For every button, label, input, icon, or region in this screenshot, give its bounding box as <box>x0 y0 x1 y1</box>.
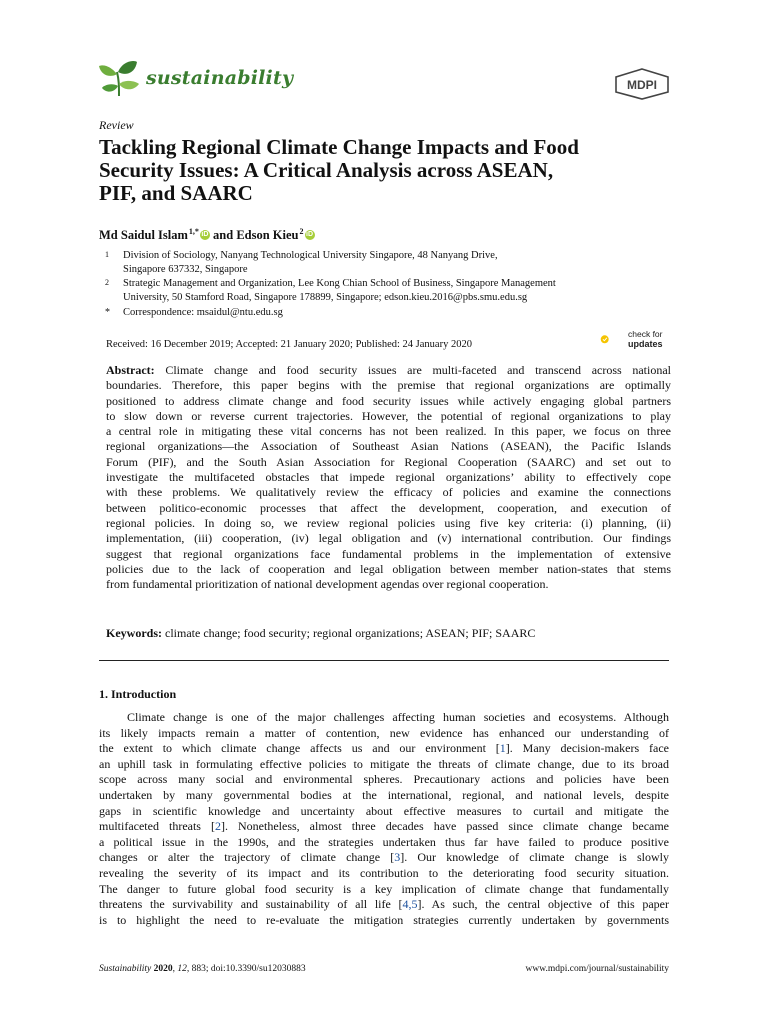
intro-line <box>99 726 669 742</box>
footer-year: 2020 <box>153 964 173 974</box>
affiliation <box>123 277 683 304</box>
check-for-updates-label[interactable] <box>628 329 663 349</box>
intro-text: ]. As such, the central objective of this paper <box>417 897 669 912</box>
abstract-line: boundaries. Therefore, this paper begins with the premise that regional organizations are optimally <box>106 378 671 393</box>
intro-text: gaps in scientific knowledge and uncertainty about effective measures to curtail and mitigate the <box>99 803 669 818</box>
intro-text: a political issue in the 1990s, and the strategies undertaken thus far have failed to produce positive <box>99 834 669 849</box>
abstract-line <box>106 363 671 378</box>
author-name[interactable]: Md Saidul Islam <box>99 228 188 243</box>
article-title <box>99 136 689 205</box>
intro-line <box>99 741 669 757</box>
abstract <box>106 363 671 592</box>
title-line: Tackling Regional Climate Change Impacts and Food <box>99 135 579 159</box>
abstract-label: Abstract: <box>106 363 155 377</box>
keywords-label: Keywords: <box>106 626 162 640</box>
intro-text: undertaken by many governmental bodies at the international, regional, and national levels, despite <box>99 787 669 802</box>
abstract-line: implementation, (iii) cooperation, (iv) legal obligation and (v) international contribution. Our findings <box>106 531 671 546</box>
intro-text: changes or alter the trajectory of climate change [ <box>99 850 395 865</box>
abstract-line: regional organizations—the Association of Southeast Asian Nations (ASEAN), the Pacific Islands <box>106 439 671 454</box>
intro-text: ]. Many decision-makers face <box>505 741 669 756</box>
author-affiliation-sup: 1,* <box>188 227 199 236</box>
intro-line <box>99 897 669 913</box>
section-divider <box>99 660 669 661</box>
abstract-line: Forum (PIF), and the South Asian Association for Regional Cooperation (SAARC) and set out to <box>106 454 671 469</box>
abstract-line: investigate the multifaceted obstacles that impede regional organizations’ ability to effectively cope <box>106 470 671 485</box>
affiliation <box>123 249 683 276</box>
orcid-icon[interactable]: iD <box>306 231 314 239</box>
intro-text: Climate change is one of the major challenges affecting human societies and ecosystems. Although <box>127 710 669 724</box>
check-for-updates-line2 <box>628 339 663 349</box>
abstract-line: positioned to address climate change and food security issues while actively engaging global partners <box>106 393 671 408</box>
section-heading: 1. Introduction <box>99 687 177 701</box>
affiliation-mark: 1 <box>105 250 109 259</box>
abstract-line: a central role in mitigating these vital concerns has not been realized. In this paper, we focus on three <box>106 424 671 439</box>
abstract-line: to slow down or reverse current trajectories. However, the potential of regional organizations to play <box>106 408 671 423</box>
affiliation-mark: 2 <box>105 278 109 287</box>
intro-text: revealing the severity of its impact and its contribution to the deteriorating food security situation. <box>99 865 669 880</box>
title-line: Security Issues: A Critical Analysis across ASEAN, <box>99 158 554 182</box>
citation-link[interactable]: 1 <box>499 741 506 756</box>
intro-line <box>99 835 669 851</box>
intro-text: threatens the survivability and sustainability of all life [ <box>99 897 403 912</box>
intro-line <box>99 882 669 898</box>
abstract-line: policies due to the lack of cooperation and legal obligation between member nation-states that stems <box>106 561 671 576</box>
author-list <box>99 227 315 243</box>
check-for-updates-line2-text: updates <box>628 339 663 349</box>
author-connector: and <box>213 228 234 243</box>
check-for-updates-badge-icon[interactable] <box>600 327 626 353</box>
footer-citation: Sustainability 2020, 12, 883; doi:10.3390/su12030883 <box>99 964 306 974</box>
keywords <box>106 626 535 641</box>
abstract-line-text: Climate change and food security issues are multi-faceted and transcend across national <box>165 363 671 377</box>
author-affiliation-sup: 2 <box>299 227 304 236</box>
intro-line <box>99 850 669 866</box>
intro-line <box>99 913 669 929</box>
abstract-line: between politico-economic processes that affect the development, cooperation, and execution of <box>106 500 671 515</box>
footer-website-link[interactable]: www.mdpi.com/journal/sustainability <box>525 964 669 974</box>
intro-line <box>99 710 669 726</box>
citation-link[interactable]: 2 <box>215 819 221 834</box>
publisher-name: MDPI <box>627 78 657 92</box>
mdpi-logo-icon <box>613 68 671 100</box>
footer-volume: 12 <box>177 964 187 974</box>
intro-text: an uphill task in formulating effective policies to mitigate the threats of climate change, due to its broad <box>99 756 669 771</box>
intro-text: ]. Our knowledge of climate change is slowly <box>400 850 669 865</box>
footer-doi: , 883; doi:10.3390/su12030883 <box>186 964 306 974</box>
intro-line <box>99 757 669 773</box>
affiliation-line: Singapore 637332, Singapore <box>123 263 248 275</box>
intro-text: is to highlight the need to re-evaluate the mitigation strategies currently undertaken by governments <box>99 912 669 927</box>
abstract-line: from fundamental prioritization of national development agendas over regional cooperation. <box>106 577 549 592</box>
intro-line <box>99 772 669 788</box>
abstract-line: suggest that regional organizations face fundamental problems in the implementation of extensive <box>106 546 671 561</box>
correspondence <box>123 306 683 320</box>
affiliation-line: Strategic Management and Organization, Lee Kong Chian School of Business, Singapore Management <box>123 278 556 289</box>
author-name[interactable]: Edson Kieu <box>236 228 299 243</box>
intro-line <box>99 788 669 804</box>
intro-line <box>99 819 669 835</box>
keywords-list: climate change; food security; regional organizations; ASEAN; PIF; SAARC <box>165 626 536 640</box>
footer-journal: Sustainability <box>99 964 152 974</box>
intro-text: its likely impacts remain a matter of contention, new evidence has enhanced our understanding of <box>99 725 669 740</box>
affiliation-line: Division of Sociology, Nanyang Technological University Singapore, 48 Nanyang Drive, <box>123 250 498 261</box>
affiliation-line: University, 50 Stamford Road, Singapore 178899, Singapore; edson.kieu.2016@pbs.smu.edu.sg <box>123 291 528 303</box>
orcid-icon[interactable]: iD <box>201 231 209 239</box>
citation-link[interactable]: 4,5 <box>402 897 418 912</box>
intro-text: the extent to which climate change affects us and our environment [ <box>99 741 500 756</box>
citation-link[interactable]: 3 <box>394 850 401 865</box>
intro-line <box>99 866 669 882</box>
abstract-line: with these problems. We qualitatively review the efficacy of policies and examine the connections <box>106 485 671 500</box>
title-line: PIF, and SAARC <box>99 181 253 205</box>
article-type: Review <box>99 118 134 132</box>
check-for-updates-line1: check for <box>628 329 663 339</box>
affiliation-line: Correspondence: msaidul@ntu.edu.sg <box>123 307 283 318</box>
journal-name: sustainability <box>146 67 294 89</box>
introduction-body <box>99 710 669 928</box>
journal-leaf-logo-icon <box>97 58 141 98</box>
intro-text: multifaceted threats [ <box>99 819 215 834</box>
intro-text: The danger to future global food security is a key implication of climate change that fundamentally <box>99 881 669 896</box>
affiliation-mark: * <box>105 307 110 318</box>
publication-dates: Received: 16 December 2019; Accepted: 21 January 2020; Published: 24 January 2020 <box>106 339 472 350</box>
abstract-line: regional policies. In doing so, we review regional policies using five key criteria: (i) planning, (ii) <box>106 515 671 530</box>
intro-text: scope across many social and environmental spheres. Precautionary actions and policies have been <box>99 772 669 787</box>
intro-text: ]. Nonetheless, almost three decades have passed since climate change became <box>221 819 670 834</box>
intro-line <box>99 804 669 820</box>
